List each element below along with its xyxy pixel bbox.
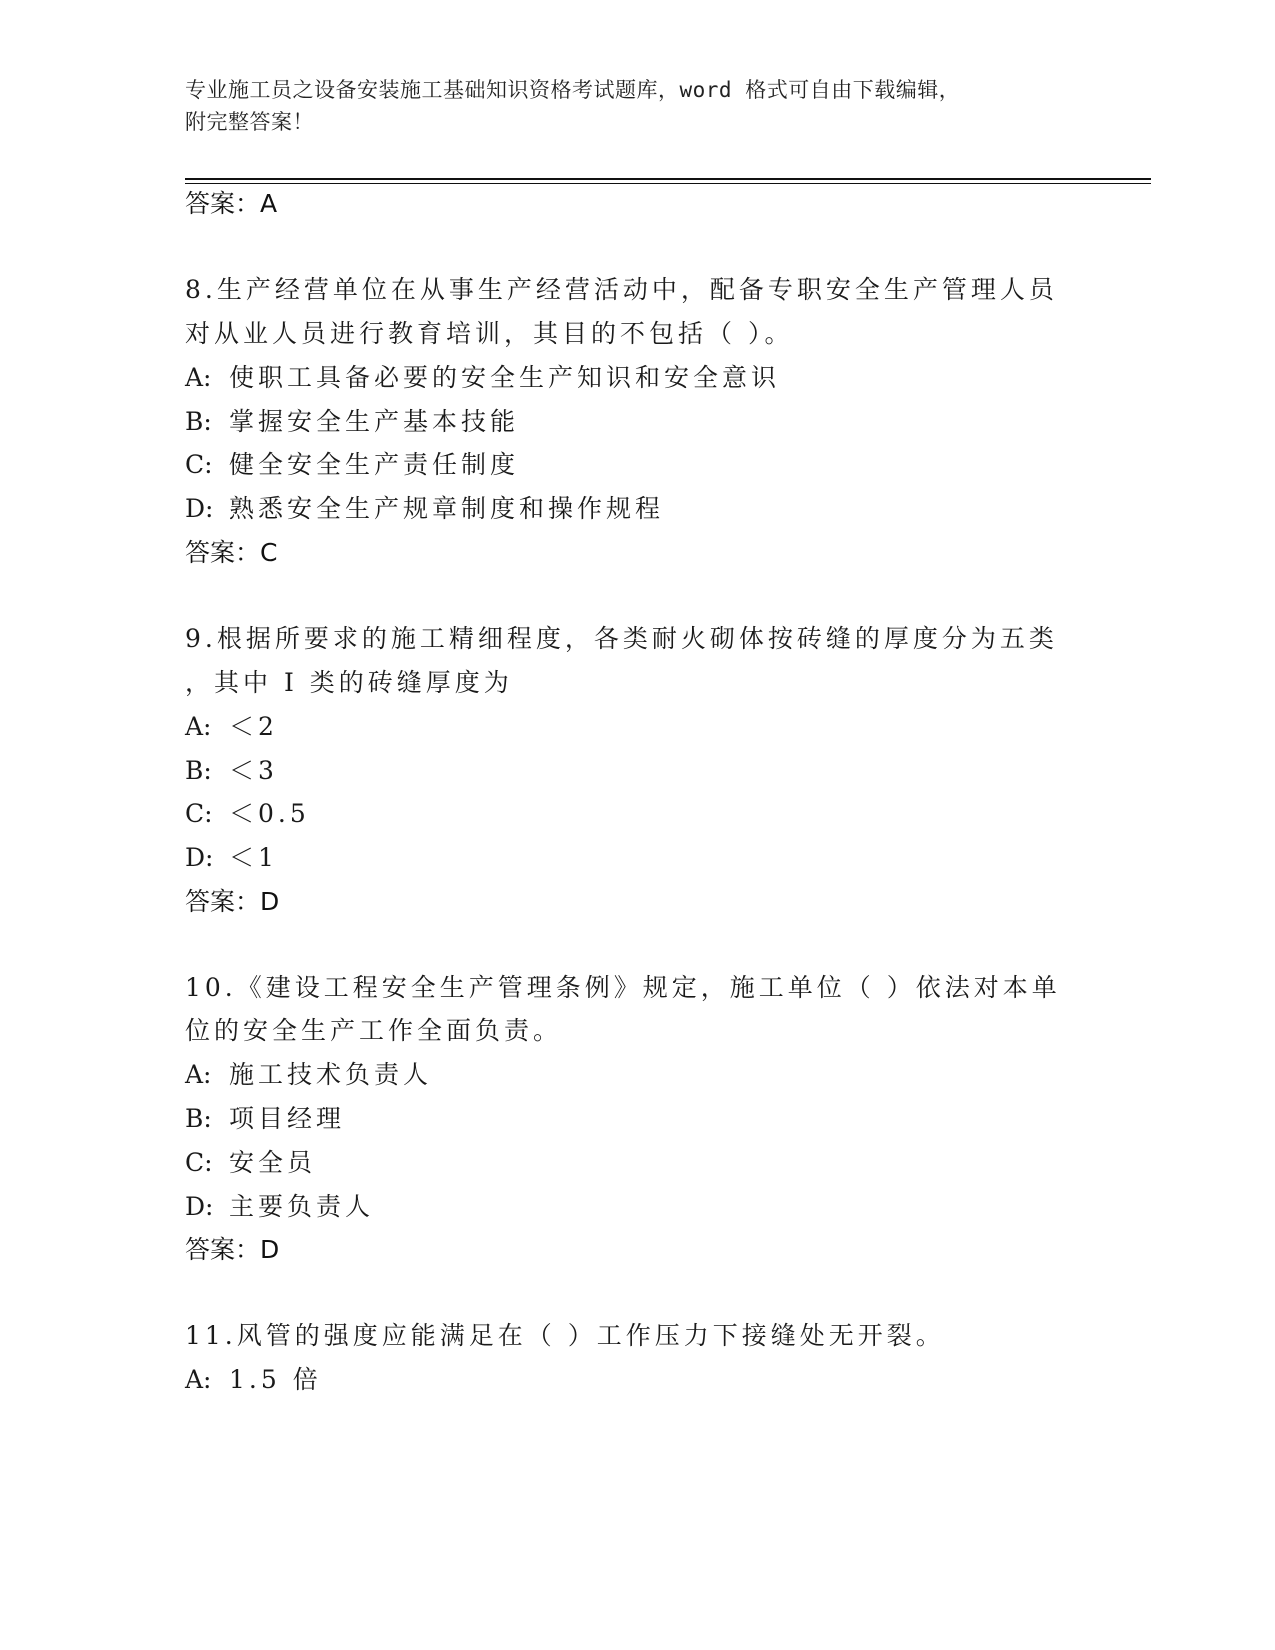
- option-letter: B:: [185, 1104, 212, 1133]
- option-text: ＜1: [229, 843, 278, 872]
- question-10-answer: 答案：D: [185, 1235, 280, 1264]
- question-8-option-c: [185, 449, 519, 481]
- question-11-option-a: [185, 1364, 322, 1396]
- option-text: 1.5 倍: [229, 1365, 322, 1394]
- question-8-option-a: [185, 362, 780, 394]
- question-9-option-d: [185, 842, 278, 874]
- question-8-line-2: 对从业人员进行教育培训，其目的不包括（ ）。: [185, 319, 794, 348]
- option-letter: C:: [185, 799, 213, 828]
- header-line-1: 专业施工员之设备安装施工基础知识资格考试题库，word 格式可自由下载编辑，: [185, 78, 961, 102]
- option-letter: A:: [185, 1060, 212, 1089]
- question-9-option-a: [185, 711, 278, 743]
- option-text: 项目经理: [229, 1104, 346, 1133]
- question-10-line-1: 10.《建设工程安全生产管理条例》规定，施工单位（ ）依法对本单: [185, 973, 1061, 1002]
- option-letter: A:: [185, 1365, 212, 1394]
- option-letter: D:: [185, 494, 214, 523]
- option-text: 掌握安全生产基本技能: [229, 407, 520, 436]
- option-text: 健全安全生产责任制度: [229, 450, 520, 479]
- header-line-2: 附完整答案！: [185, 110, 314, 134]
- option-text: ＜2: [229, 712, 278, 741]
- question-10-option-d: [185, 1191, 374, 1223]
- question-10-option-c: [185, 1147, 316, 1179]
- question-8-answer: 答案：C: [185, 538, 278, 567]
- question-9-answer: 答案：D: [185, 887, 280, 916]
- header-divider-thin: [185, 183, 1151, 184]
- option-text: 熟悉安全生产规章制度和操作规程: [229, 494, 665, 523]
- option-letter: B:: [185, 756, 212, 785]
- question-10-option-b: [185, 1103, 345, 1135]
- question-8-option-b: [185, 406, 519, 438]
- option-text: 安全员: [229, 1148, 317, 1177]
- document-header: [185, 74, 1065, 138]
- question-11-line-1: 11.风管的强度应能满足在（ ）工作压力下接缝处无开裂。: [185, 1321, 945, 1350]
- question-8-option-d: [185, 493, 664, 525]
- option-text: 施工技术负责人: [229, 1060, 433, 1089]
- previous-answer: 答案：A: [185, 189, 278, 218]
- option-letter: B:: [185, 407, 212, 436]
- question-10-option-a: [185, 1059, 432, 1091]
- option-text: ＜3: [229, 756, 278, 785]
- option-letter: D:: [185, 1192, 214, 1221]
- option-text: 使职工具备必要的安全生产知识和安全意识: [229, 363, 781, 392]
- question-9-option-b: [185, 755, 278, 787]
- option-letter: A:: [185, 712, 212, 741]
- question-9-line-2: ，其中 I 类的砖缝厚度为: [185, 668, 513, 697]
- question-9-option-c: [185, 798, 310, 830]
- option-letter: D:: [185, 843, 214, 872]
- option-letter: A:: [185, 363, 212, 392]
- option-letter: C:: [185, 450, 213, 479]
- question-8-line-1: 8.生产经营单位在从事生产经营活动中，配备专职安全生产管理人员: [185, 275, 1058, 304]
- option-letter: C:: [185, 1148, 213, 1177]
- option-text: 主要负责人: [229, 1192, 375, 1221]
- option-text: ＜0.5: [229, 799, 310, 828]
- header-divider-thick: [185, 178, 1151, 180]
- question-9-line-1: 9.根据所要求的施工精细程度，各类耐火砌体按砖缝的厚度分为五类: [185, 624, 1058, 653]
- question-10-line-2: 位的安全生产工作全面负责。: [185, 1016, 563, 1045]
